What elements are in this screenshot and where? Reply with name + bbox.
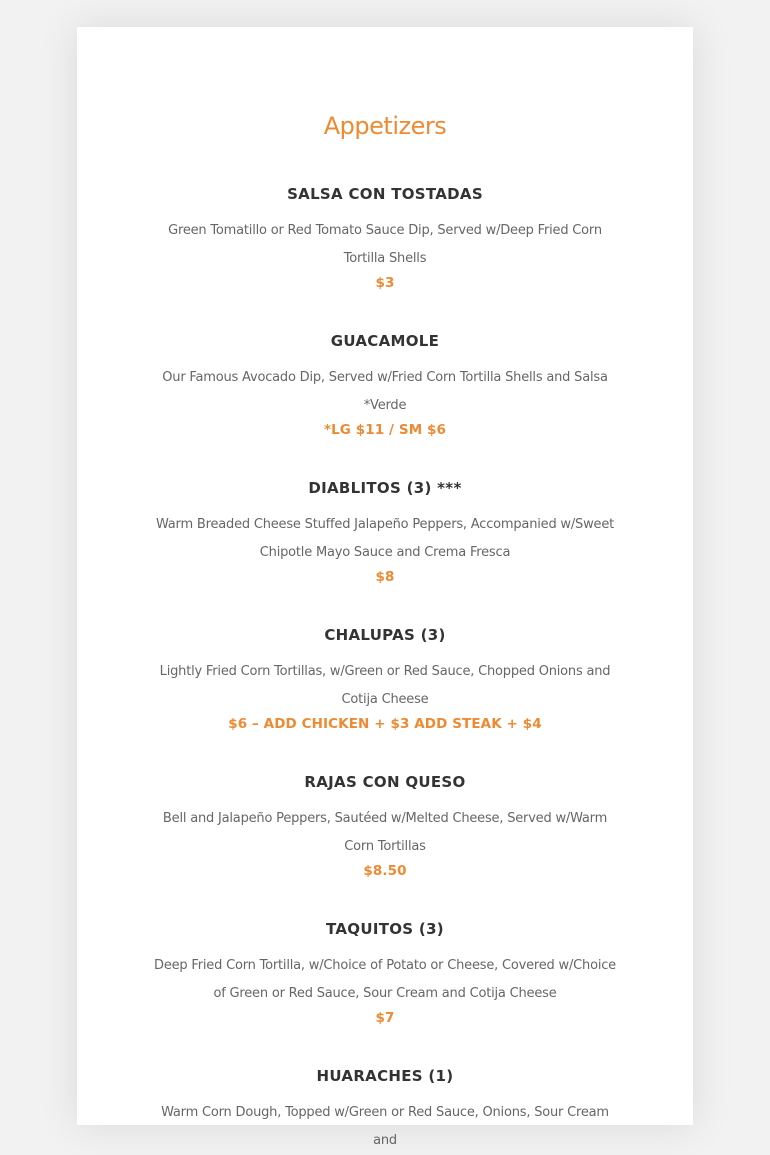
menu-item: [77, 478, 693, 587]
item-description: Warm Breaded Cheese Stuffed Jalapeño Peppers, Accompanied w/Sweet Chipotle Mayo Sauce and Crema Fresca: [155, 517, 615, 560]
item-name: HUARACHES (1): [316, 1067, 454, 1085]
section-title: Appetizers: [323, 112, 447, 140]
item-price: $3: [375, 275, 395, 291]
item-name: SALSA CON TOSTADAS: [287, 185, 483, 203]
menu-item: [77, 1066, 693, 1155]
item-price: *LG $11 / SM $6: [323, 422, 447, 438]
item-name: TAQUITOS (3): [326, 920, 444, 938]
item-name: DIABLITOS (3) ***: [308, 479, 462, 497]
item-description: Our Famous Avocado Dip, Served w/Fried Corn Tortilla Shells and Salsa *Verde: [162, 370, 608, 413]
menu-item: [77, 919, 693, 1028]
item-price: $6 – ADD CHICKEN + $3 ADD STEAK + $4: [228, 716, 542, 732]
menu-item: [77, 331, 693, 440]
item-description: Lightly Fried Corn Tortillas, w/Green or Red Sauce, Chopped Onions and Cotija Cheese: [159, 664, 611, 707]
item-description: Green Tomatillo or Red Tomato Sauce Dip, Served w/Deep Fried Corn Tortilla Shells: [168, 223, 602, 266]
menu-item: [77, 184, 693, 293]
item-name: CHALUPAS (3): [324, 626, 446, 644]
menu-card: [77, 27, 693, 1148]
item-description: Deep Fried Corn Tortilla, w/Choice of Potato or Cheese, Covered w/Choice of Green or Red Sauce, Sour Cream and Cotija Cheese: [154, 958, 616, 1001]
menu-item: [77, 625, 693, 734]
item-name: RAJAS CON QUESO: [304, 773, 466, 791]
item-name: GUACAMOLE: [330, 332, 440, 350]
menu-item: [77, 772, 693, 881]
item-price: $8.50: [363, 863, 407, 879]
item-description: Bell and Jalapeño Peppers, Sautéed w/Melted Cheese, Served w/Warm Corn Tortillas: [162, 811, 608, 854]
item-price: $7: [375, 1010, 395, 1026]
item-price: $8: [375, 569, 395, 585]
item-description: Warm Corn Dough, Topped w/Green or Red Sauce, Onions, Sour Cream and: [161, 1105, 609, 1148]
